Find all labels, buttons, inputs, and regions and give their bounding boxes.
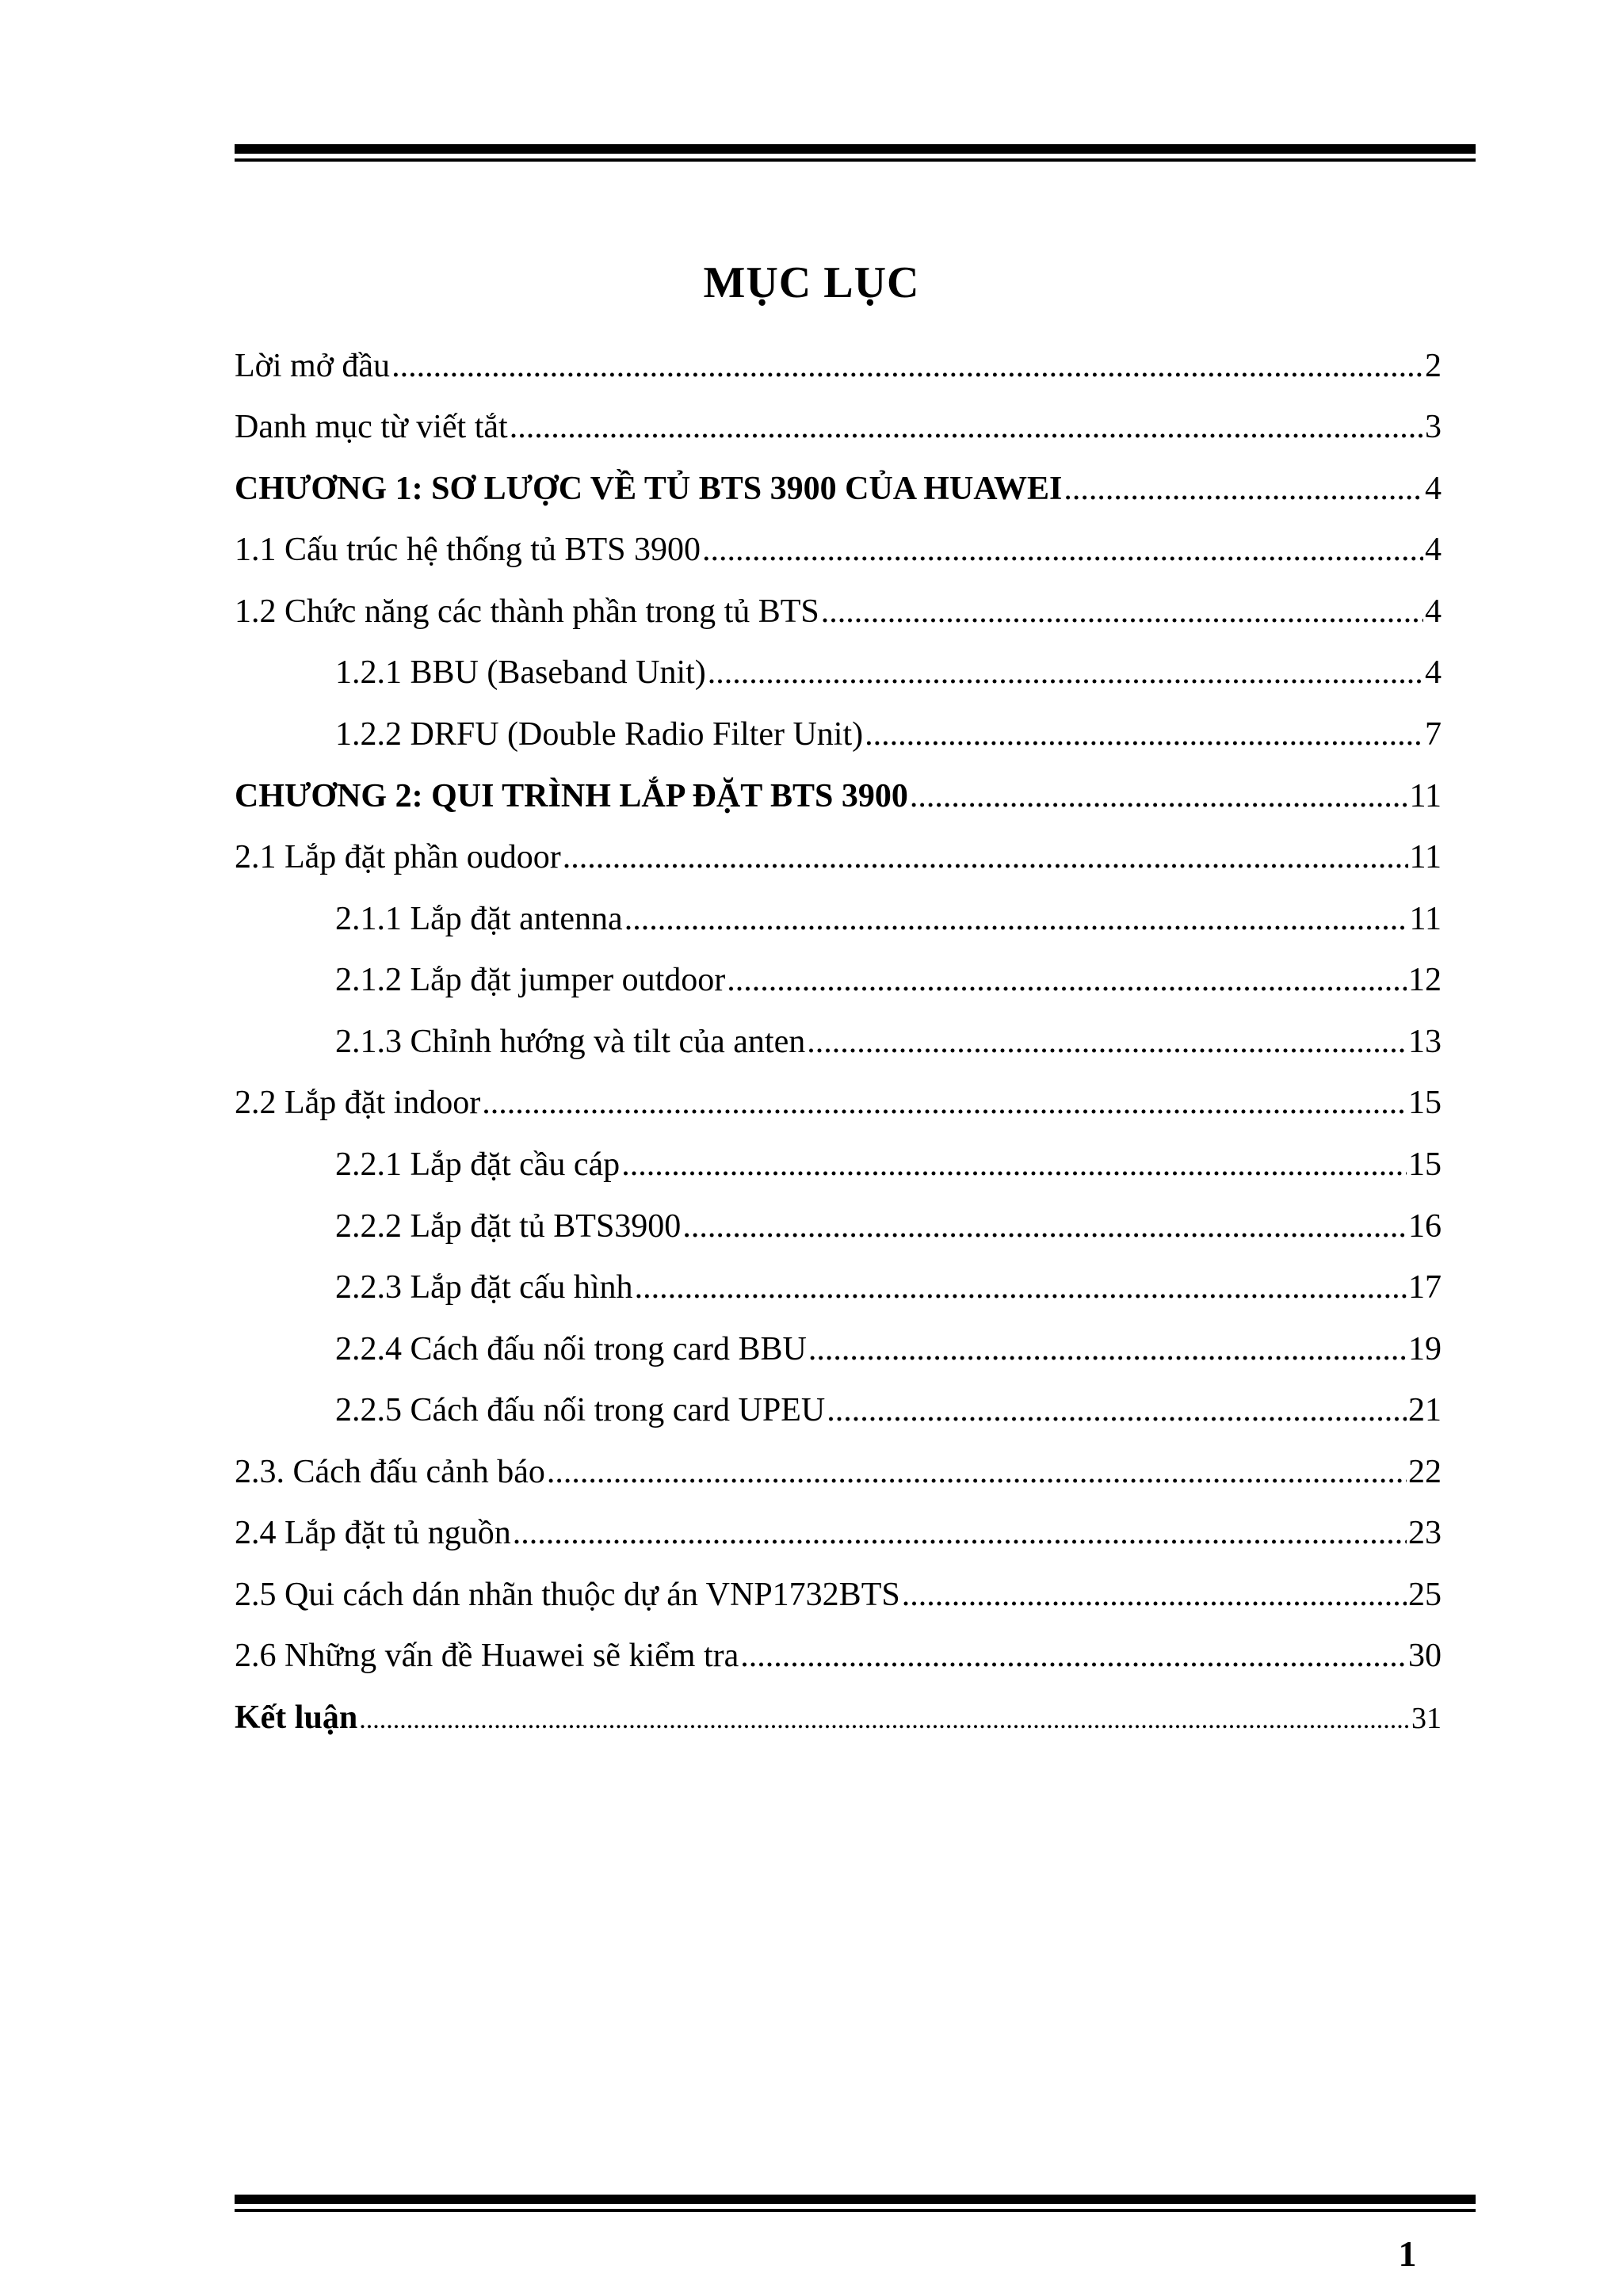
toc-entry-label: 2.2.2 Lắp đặt tủ BTS3900 <box>335 1208 682 1245</box>
toc-entry-page: 12 <box>1408 962 1442 998</box>
footer-rule-thin-line <box>235 2209 1476 2212</box>
toc-entry-page: 31 <box>1411 1702 1442 1735</box>
toc-entry-label: 2.2.3 Lắp đặt cấu hình <box>335 1269 633 1306</box>
toc-entry-page: 16 <box>1408 1208 1442 1245</box>
toc-entry-label: CHƯƠNG 1: SƠ LƯỢC VỀ TỦ BTS 3900 CỦA HUAWEI <box>235 471 1063 507</box>
toc-leader-dots <box>513 1509 1407 1557</box>
toc-entry-page: 11 <box>1409 778 1442 814</box>
toc-entry-1-2[interactable] <box>235 588 1442 635</box>
toc-entry-page: 23 <box>1408 1515 1442 1551</box>
toc-leader-dots <box>682 1203 1407 1250</box>
toc-entry-label: 2.2 Lắp đặt indoor <box>235 1085 481 1121</box>
toc-leader-dots <box>510 403 1423 451</box>
toc-leader-dots <box>359 1696 1410 1744</box>
footer-rule-thick-line <box>235 2195 1476 2204</box>
toc-leader-dots <box>740 1632 1407 1680</box>
toc-entry-page: 13 <box>1408 1024 1442 1060</box>
toc-entry-page: 3 <box>1425 409 1442 445</box>
toc-entry-label: 2.1.3 Chỉnh hướng và tilt của anten <box>335 1024 806 1060</box>
toc-entry-1-1[interactable] <box>235 526 1442 574</box>
toc-entry-page: 4 <box>1425 532 1442 568</box>
toc-entry-page: 2 <box>1425 348 1442 384</box>
toc-entry-page: 11 <box>1409 901 1442 937</box>
toc-entry-page: 4 <box>1425 593 1442 630</box>
toc-leader-dots <box>865 711 1423 758</box>
toc-entry-label: 2.1 Lắp đặt phần oudoor <box>235 839 561 875</box>
toc-leader-dots <box>563 833 1408 881</box>
header-rule <box>235 144 1476 162</box>
toc-entry-2-2-1[interactable] <box>335 1141 1442 1188</box>
header-rule-thick-line <box>235 144 1476 154</box>
toc-entry-page: 19 <box>1408 1331 1442 1367</box>
toc-leader-dots <box>624 895 1408 943</box>
toc-leader-dots <box>1064 465 1423 513</box>
toc-entry-chuong-1[interactable] <box>235 465 1442 513</box>
toc-entry-page: 7 <box>1425 716 1442 753</box>
toc-entry-2-3[interactable] <box>235 1448 1442 1496</box>
toc-entry-2-4[interactable] <box>235 1509 1442 1557</box>
page-number: 1 <box>1398 2233 1417 2274</box>
toc-entry-label: 2.1.1 Lắp đặt antenna <box>335 901 623 937</box>
toc-entry-label: Danh mục từ viết tắt <box>235 409 508 445</box>
toc-entry-label: 2.3. Cách đấu cảnh báo <box>235 1454 545 1490</box>
toc-entry-page: 30 <box>1408 1638 1442 1674</box>
toc-entry-page: 17 <box>1408 1269 1442 1306</box>
toc-entry-label: 1.2.2 DRFU (Double Radio Filter Unit) <box>335 716 864 753</box>
toc-entry-page: 25 <box>1408 1577 1442 1613</box>
toc-leader-dots <box>702 526 1423 574</box>
toc-entry-page: 15 <box>1408 1085 1442 1121</box>
toc-leader-dots <box>621 1141 1407 1188</box>
toc-entry-page: 21 <box>1408 1392 1442 1428</box>
toc-entry-2-1-3[interactable] <box>335 1018 1442 1066</box>
toc-entry-ket-luan[interactable] <box>235 1694 1442 1741</box>
toc-entry-label: 2.4 Lắp đặt tủ nguồn <box>235 1515 511 1551</box>
toc-leader-dots <box>808 1325 1407 1373</box>
toc-entry-loi-mo-dau[interactable] <box>235 342 1442 390</box>
toc-entry-label: Kết luận <box>235 1699 358 1736</box>
toc-entry-label: 1.1 Cấu trúc hệ thống tủ BTS 3900 <box>235 532 701 568</box>
toc-entry-label: Lời mở đầu <box>235 348 391 384</box>
toc-entry-label: 2.5 Qui cách dán nhãn thuộc dự án VNP1732BTS <box>235 1577 900 1613</box>
toc-entry-danh-muc[interactable] <box>235 403 1442 451</box>
toc-entry-label: 2.2.5 Cách đấu nối trong card UPEU <box>335 1392 826 1428</box>
toc-leader-dots <box>547 1448 1407 1496</box>
footer-rule <box>235 2195 1476 2212</box>
toc-entry-2-2-5[interactable] <box>335 1386 1442 1434</box>
toc-leader-dots <box>635 1264 1407 1311</box>
toc-leader-dots <box>821 588 1423 635</box>
toc-entry-page: 11 <box>1409 839 1442 875</box>
toc-leader-dots <box>910 772 1408 820</box>
toc-entry-2-1-2[interactable] <box>335 956 1442 1004</box>
toc-entry-2-2-2[interactable] <box>335 1203 1442 1250</box>
toc-entry-label: 2.2.1 Lắp đặt cầu cáp <box>335 1146 621 1183</box>
toc-entry-2-2[interactable] <box>235 1079 1442 1127</box>
toc-entry-2-1-1[interactable] <box>335 895 1442 943</box>
toc-entry-page: 22 <box>1408 1454 1442 1490</box>
toc-leader-dots <box>827 1386 1407 1434</box>
toc-entry-2-1[interactable] <box>235 833 1442 881</box>
toc-entry-page: 15 <box>1408 1146 1442 1183</box>
toc-entry-chuong-2[interactable] <box>235 772 1442 820</box>
header-rule-thin-line <box>235 158 1476 162</box>
toc-entry-2-5[interactable] <box>235 1571 1442 1619</box>
toc-entry-label: 1.2 Chức năng các thành phần trong tủ BTS <box>235 593 819 630</box>
toc-leader-dots <box>482 1079 1407 1127</box>
toc-leader-dots <box>391 342 1423 390</box>
toc-entry-page: 4 <box>1425 654 1442 691</box>
toc-leader-dots <box>727 956 1407 1004</box>
toc-entry-2-2-3[interactable] <box>335 1264 1442 1311</box>
toc-entry-1-2-2[interactable] <box>335 711 1442 758</box>
toc-entry-label: CHƯƠNG 2: QUI TRÌNH LẮP ĐẶT BTS 3900 <box>235 778 908 814</box>
page-title: MỤC LỤC <box>703 258 920 307</box>
toc-entry-2-6[interactable] <box>235 1632 1442 1680</box>
toc-entry-label: 1.2.1 BBU (Baseband Unit) <box>335 654 706 691</box>
toc-leader-dots <box>807 1018 1407 1066</box>
toc-leader-dots <box>902 1571 1407 1619</box>
toc-entry-page: 4 <box>1425 471 1442 507</box>
toc-entry-label: 2.6 Những vấn đề Huawei sẽ kiểm tra <box>235 1638 739 1674</box>
toc-leader-dots <box>708 649 1423 696</box>
toc-entry-2-2-4[interactable] <box>335 1325 1442 1373</box>
toc-entry-1-2-1[interactable] <box>335 649 1442 696</box>
toc-entry-label: 2.1.2 Lắp đặt jumper outdoor <box>335 962 726 998</box>
toc-entry-label: 2.2.4 Cách đấu nối trong card BBU <box>335 1331 807 1367</box>
